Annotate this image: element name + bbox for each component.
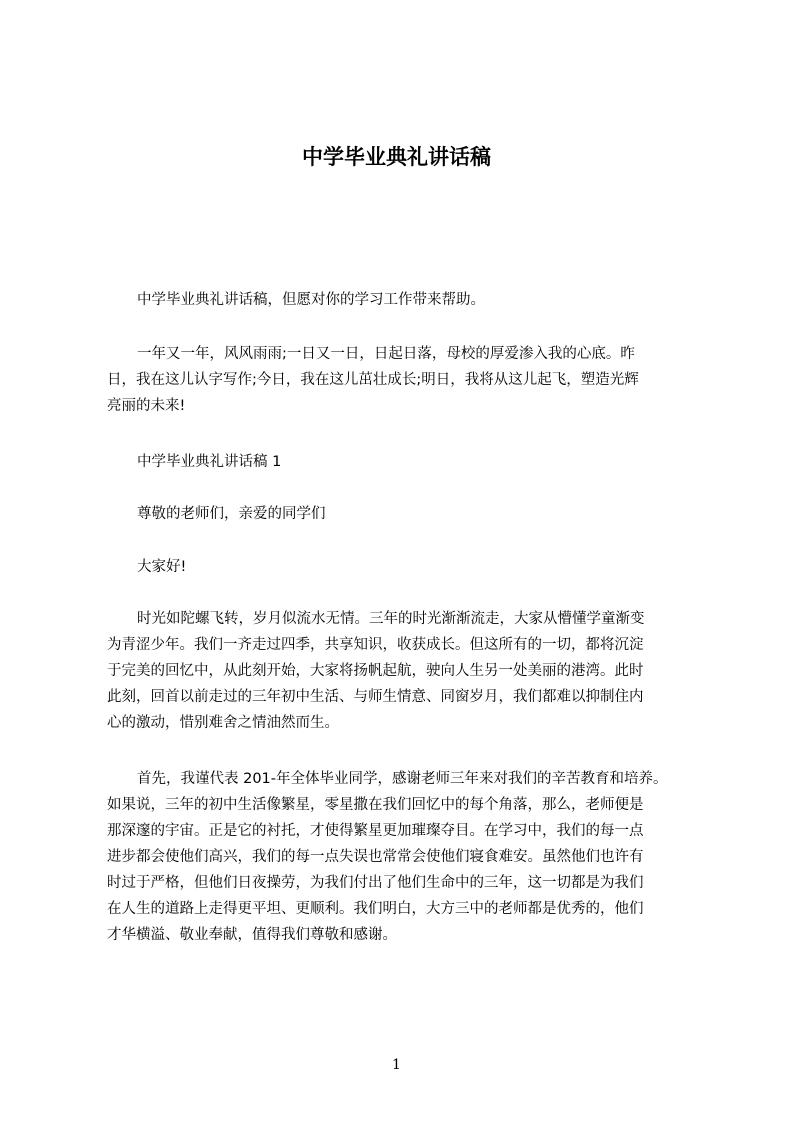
paragraph-line: 大家好!: [137, 559, 187, 575]
paragraph-line: 首先，我谨代表 201-年全体毕业同学，感谢老师三年来对我们的辛苦教育和培养。: [137, 771, 668, 787]
paragraph-line: 亮丽的未来!: [107, 398, 186, 414]
paragraph-line: 在人生的道路上走得更平坦、更顺利。我们明白，大方三中的老师都是优秀的，他们: [107, 901, 644, 917]
body-paragraph-time: [107, 606, 699, 736]
section-heading: [107, 449, 699, 475]
paragraph-line: 日，我在这儿认字写作;今日，我在这儿茁壮成长;明日，我将从这儿起飞，塑造光辉: [107, 372, 639, 388]
paragraph-line: 心的激动，惜别难舍之情油然而生。: [107, 715, 339, 731]
paragraph-line: 如果说，三年的初中生活像繁星，零星撒在我们回忆中的每个角落，那么，老师便是: [107, 797, 644, 813]
opening-paragraph: [107, 341, 699, 419]
intro-paragraph: [107, 287, 699, 313]
paragraph-line: 尊敬的老师们，亲爱的同学们: [137, 506, 326, 522]
page-number: 1: [392, 1057, 401, 1073]
document-title: 中学毕业典礼讲话稿: [302, 145, 491, 169]
paragraph-line: 进步都会使他们高兴，我们的每一点失误也常常会使他们寝食难安。虽然他们也许有: [107, 849, 644, 865]
body-paragraph-thanks: [107, 766, 699, 948]
paragraph-line: 时过于严格，但他们日夜操劳，为我们付出了他们生命中的三年，这一切都是为我们: [107, 875, 644, 891]
paragraph-line: 为青涩少年。我们一齐走过四季，共享知识，收获成长。但这所有的一切，都将沉淀: [107, 637, 644, 653]
salutation: [107, 501, 699, 527]
greeting: [107, 554, 699, 580]
paragraph-line: 于完美的回忆中，从此刻开始，大家将扬帆起航，驶向人生另一处美丽的港湾。此时: [107, 663, 644, 679]
paragraph-line: 那深邃的宇宙。正是它的衬托，才使得繁星更加璀璨夺目。在学习中，我们的每一点: [107, 823, 644, 839]
paragraph-line: 中学毕业典礼讲话稿，但愿对你的学习工作带来帮助。: [137, 292, 485, 308]
paragraph-line: 时光如陀螺飞转，岁月似流水无情。三年的时光渐渐流走，大家从懵懂学童渐变: [137, 611, 645, 627]
paragraph-line: 中学毕业典礼讲话稿 1: [137, 454, 282, 470]
paragraph-line: 此刻，回首以前走过的三年初中生活、与师生情意、同窗岁月，我们都难以抑制住内: [107, 689, 644, 705]
paragraph-line: 才华横溢、敬业奉献，值得我们尊敬和感谢。: [107, 927, 397, 943]
paragraph-line: 一年又一年，风风雨雨;一日又一日，日起日落，母校的厚爱渗入我的心底。昨: [137, 346, 635, 362]
